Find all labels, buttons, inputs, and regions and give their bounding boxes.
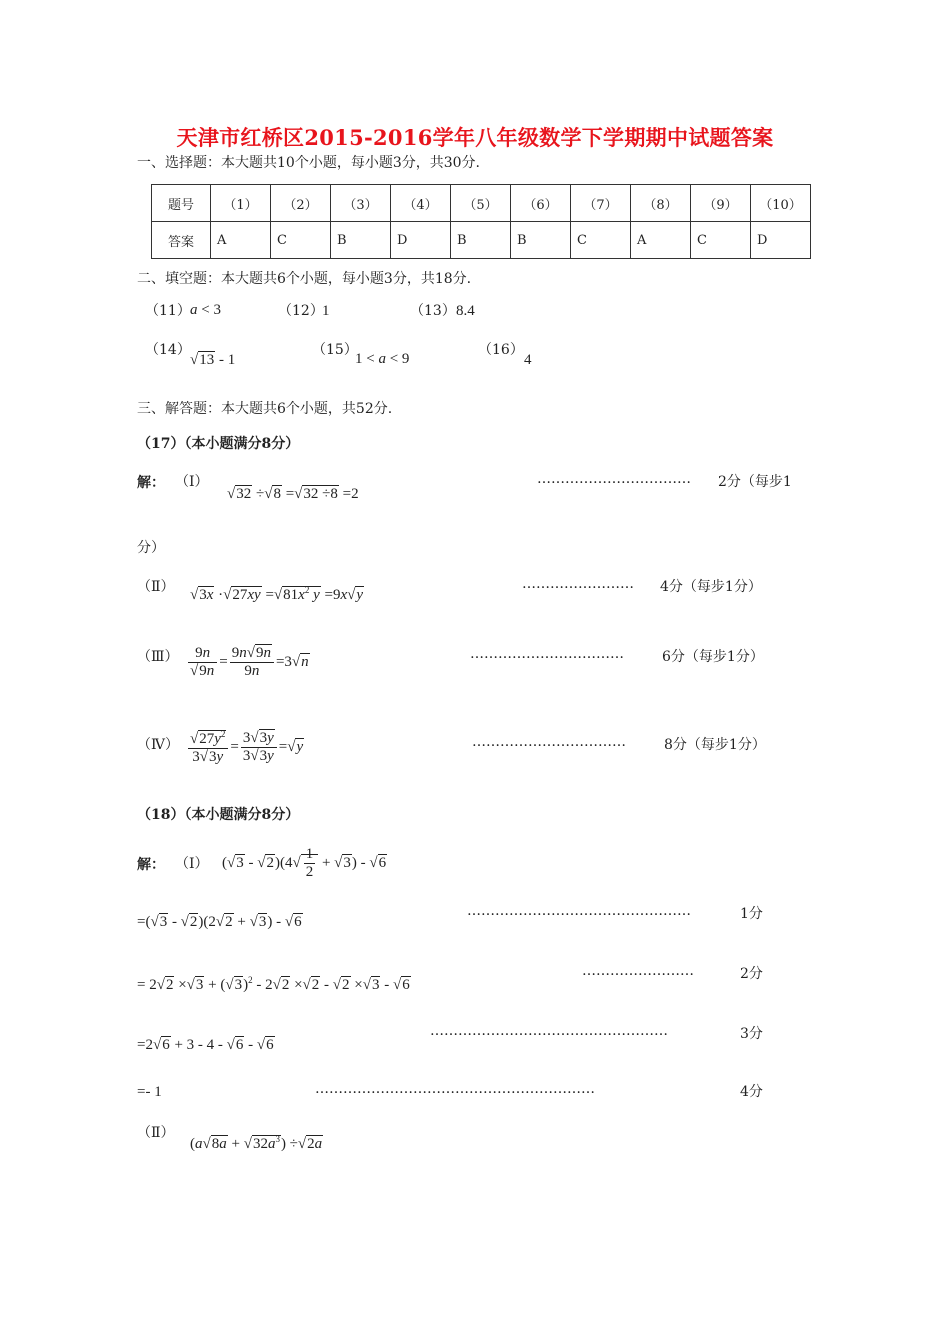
answer-cell: B — [331, 222, 391, 259]
answer-table — [151, 184, 811, 259]
table-row — [152, 222, 811, 259]
q18-step4-score: 4分 — [740, 1084, 763, 1100]
q18-step1-score: 1分 — [740, 906, 763, 922]
q18-part2-math: $(a√8a + √32a^3) \div√2a$ — [190, 1134, 323, 1152]
question-number: （4） — [391, 185, 451, 222]
q11-label: （11） — [145, 303, 191, 319]
q16-label: （16） — [478, 342, 524, 358]
q15-answer: 1 < a < 9 — [355, 351, 410, 367]
question-number: （6） — [511, 185, 571, 222]
question-number: （9） — [691, 185, 751, 222]
question-number: （2） — [271, 185, 331, 222]
section-3-heading: 三、解答题：本大题共6个小题，共52分. — [137, 401, 393, 417]
q17-part2-score: 4分（每步1分） — [660, 579, 762, 595]
q18-step3: =2√6 + 3 - 4 - √6 - √6 — [137, 1037, 274, 1053]
dot-leader: …………………………… — [472, 734, 626, 750]
q13-answer: 8.4 — [456, 303, 475, 319]
q17-part3-label: （Ⅲ） — [137, 649, 179, 665]
answer-cell: C — [691, 222, 751, 259]
answer-cell: A — [211, 222, 271, 259]
q13-label: （13） — [410, 303, 456, 319]
q17-part1-label: （Ⅰ） — [175, 474, 209, 490]
dot-leader: …………………… — [582, 963, 694, 979]
row-label: 答案 — [152, 222, 211, 259]
answer-cell: C — [571, 222, 631, 259]
q18-step3-score: 3分 — [740, 1026, 763, 1042]
q17-part1-score: 2分（每步1 — [718, 474, 792, 490]
q18-part1-math: (√3 - √2)(4√ $\frac{1}{2}$ + √3) - √6 — [222, 846, 387, 880]
answer-cell: A — [631, 222, 691, 259]
q17-part3-math: $\frac{9n}{√9n}$ = $\frac{9n√9n}{9n}$ =3√n — [190, 645, 309, 679]
q16-answer: 4 — [524, 352, 532, 368]
dot-leader: …………………… — [522, 576, 634, 592]
q17-part4-score: 8分（每步1分） — [664, 737, 766, 753]
dot-leader: ………………………………………… — [467, 903, 691, 919]
q17-part2-label: （Ⅱ） — [137, 579, 175, 595]
table-row — [152, 185, 811, 222]
q17-part1-score-cont: 分） — [137, 540, 165, 556]
question-number: （1） — [211, 185, 271, 222]
q18-part2-label: （Ⅱ） — [137, 1125, 175, 1141]
q18-step2: = $2√2 \times√3 + (√3)^2 - 2√2 \times√2 - √2 \times√3 - √6$ — [137, 975, 410, 993]
q17-header: （17）（本小题满分8分） — [137, 436, 300, 452]
dot-leader: …………………………………………………… — [315, 1081, 595, 1097]
q14-answer: √13 - 1 — [190, 352, 236, 368]
dot-leader: …………………………… — [470, 646, 624, 662]
q14-label: （14） — [145, 342, 191, 358]
q15-label: （15） — [312, 342, 358, 358]
dot-leader: …………………………… — [537, 471, 691, 487]
answer-cell: C — [271, 222, 331, 259]
answer-cell: D — [751, 222, 811, 259]
q17-part2-math: $√3x \cdot√27xy =√81x^2$ y =9x√y — [190, 585, 364, 603]
question-number: （7） — [571, 185, 631, 222]
q18-part1-label: （Ⅰ） — [175, 856, 209, 872]
section-1-heading: 一、选择题：本大题共10个小题，每小题3分，共30分. — [137, 155, 480, 171]
question-number: （3） — [331, 185, 391, 222]
q18-header: （18）（本小题满分8分） — [137, 807, 300, 823]
q11-answer: a < 3 — [190, 302, 221, 318]
section-2-heading: 二、填空题：本大题共6个小题，每小题3分，共18分. — [137, 271, 472, 287]
question-number: （5） — [451, 185, 511, 222]
page-title: 天津市红桥区2015-2016学年八年级数学下学期期中试题答案 — [176, 125, 774, 150]
question-number: （10） — [751, 185, 811, 222]
q12-answer: 1 — [322, 303, 330, 319]
answer-cell: D — [391, 222, 451, 259]
q17-part4-math: $\frac{√27y^2}{3√3y}$ = $\frac{3√3y}{3√3y}$ =√y — [190, 729, 304, 765]
q17-part3-score: 6分（每步1分） — [662, 649, 764, 665]
answer-cell: B — [451, 222, 511, 259]
q18-step4: =- 1 — [137, 1084, 162, 1100]
q18-step1: =(√3 - √2)(2√2 + √3) - √6 — [137, 914, 302, 930]
q12-label: （12） — [278, 303, 324, 319]
dot-leader: …………………………………………… — [430, 1023, 668, 1039]
q18-solution-label: 解： — [137, 857, 165, 873]
q18-step2-score: 2分 — [740, 966, 763, 982]
answer-cell: B — [511, 222, 571, 259]
q17-part1-math: √32 ÷√8 =√32 ÷8 =2 — [227, 486, 359, 502]
question-number: （8） — [631, 185, 691, 222]
q17-solution-label: 解： — [137, 475, 165, 491]
q17-part4-label: （Ⅳ） — [137, 737, 179, 753]
row-label: 题号 — [152, 185, 211, 222]
